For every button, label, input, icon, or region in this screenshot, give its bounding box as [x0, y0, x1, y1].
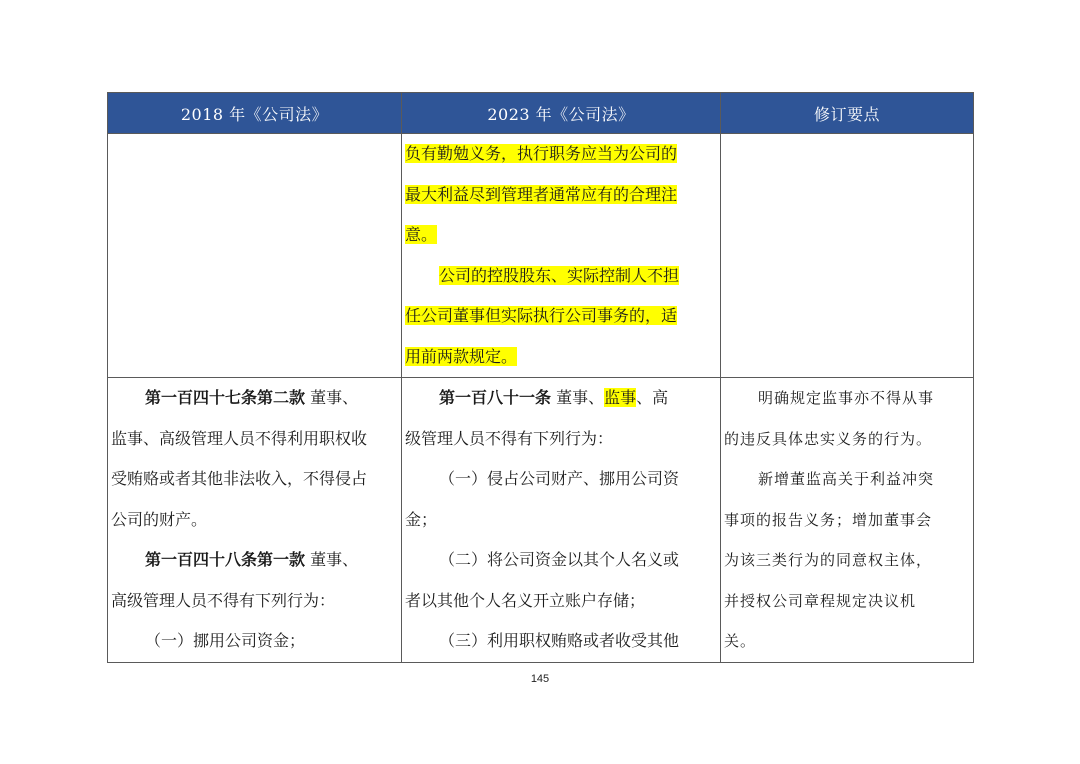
text-segment: （二）将公司资金以其个人名义或	[439, 550, 680, 569]
text-line	[405, 540, 716, 581]
text-segment: 董事、	[305, 388, 359, 407]
text-line	[724, 581, 969, 622]
text-line	[405, 459, 716, 500]
text-line	[111, 500, 397, 541]
text-line	[405, 134, 716, 175]
cell-2018-text	[108, 378, 402, 663]
text-line	[724, 459, 969, 500]
header-2018-law: 2018 年《公司法》	[108, 93, 402, 134]
text-line	[724, 419, 969, 460]
text-segment: （一）侵占公司财产、挪用公司资	[439, 469, 680, 488]
text-segment: 公司的财产。	[111, 509, 208, 529]
text-segment: 并授权公司章程规定决议机	[724, 591, 917, 610]
text-line	[724, 378, 969, 419]
text-segment: 金；	[405, 509, 438, 529]
text-line	[405, 175, 716, 216]
text-segment: 的违反具体忠实义务的行为。	[724, 429, 933, 448]
text-line	[405, 581, 716, 622]
text-line	[111, 378, 397, 419]
cell-revision-notes	[721, 134, 974, 378]
table-row	[108, 134, 974, 378]
text-segment: （一）挪用公司资金；	[145, 631, 306, 650]
text-line	[405, 296, 716, 337]
page-number: 145	[530, 673, 550, 685]
header-revision-points: 修订要点	[721, 93, 974, 134]
text-line	[724, 621, 969, 662]
text-line	[111, 540, 397, 581]
text-line	[111, 419, 397, 460]
text-line	[111, 581, 397, 622]
text-line	[724, 500, 969, 541]
text-line	[405, 419, 716, 460]
comparison-table	[107, 92, 974, 663]
article-number: 第一百四十八条第一款	[145, 550, 306, 569]
highlighted-text: 用前两款规定。	[405, 346, 518, 366]
text-line	[405, 256, 716, 297]
text-line	[405, 378, 716, 419]
text-segment: 董事、	[305, 550, 359, 569]
text-segment: 新增董监高关于利益冲突	[758, 470, 935, 488]
text-segment: 事项的报告义务；增加董事会	[724, 510, 933, 529]
text-line	[405, 621, 716, 662]
highlighted-text: 任公司董事但实际执行公司事务的，适	[405, 306, 678, 325]
text-segment: 级管理人员不得有下列行为：	[405, 428, 614, 448]
text-line	[405, 337, 716, 378]
highlighted-text: 意。	[405, 225, 438, 244]
text-segment: 董事、	[551, 388, 605, 407]
text-segment: 高级管理人员不得有下列行为：	[111, 590, 336, 610]
highlighted-text: 负有勤勉义务，执行职务应当为公司的	[405, 144, 678, 163]
text-segment: 受贿赂或者其他非法收入，不得侵占	[111, 469, 368, 488]
cell-revision-notes	[721, 378, 974, 663]
text-segment: 、高	[636, 388, 669, 407]
cell-2023-text	[402, 378, 721, 663]
text-segment: 为该三类行为的同意权主体，	[724, 551, 933, 569]
text-segment: 监事、高级管理人员不得利用职权收	[111, 428, 368, 448]
table-header-row	[108, 93, 974, 134]
text-segment: 者以其他个人名义开立账户存储；	[405, 590, 646, 610]
text-segment: 关。	[724, 632, 757, 650]
text-segment: （三）利用职权贿赂或者收受其他	[439, 631, 680, 650]
text-segment: 明确规定监事亦不得从事	[758, 389, 935, 407]
highlighted-text: 最大利益尽到管理者通常应有的合理注	[405, 184, 678, 204]
highlighted-text: 公司的控股股东、实际控制人不担	[439, 265, 680, 285]
cell-2023-text	[402, 134, 721, 378]
article-number: 第一百八十一条	[439, 388, 552, 407]
cell-2018-text	[108, 134, 402, 378]
header-2023-law: 2023 年《公司法》	[402, 93, 721, 134]
text-line	[405, 215, 716, 256]
text-line	[111, 621, 397, 662]
text-line	[111, 459, 397, 500]
highlighted-text: 监事	[604, 388, 637, 407]
article-number: 第一百四十七条第二款	[145, 388, 306, 407]
text-line	[405, 500, 716, 541]
table-row	[108, 378, 974, 663]
text-line	[724, 540, 969, 581]
